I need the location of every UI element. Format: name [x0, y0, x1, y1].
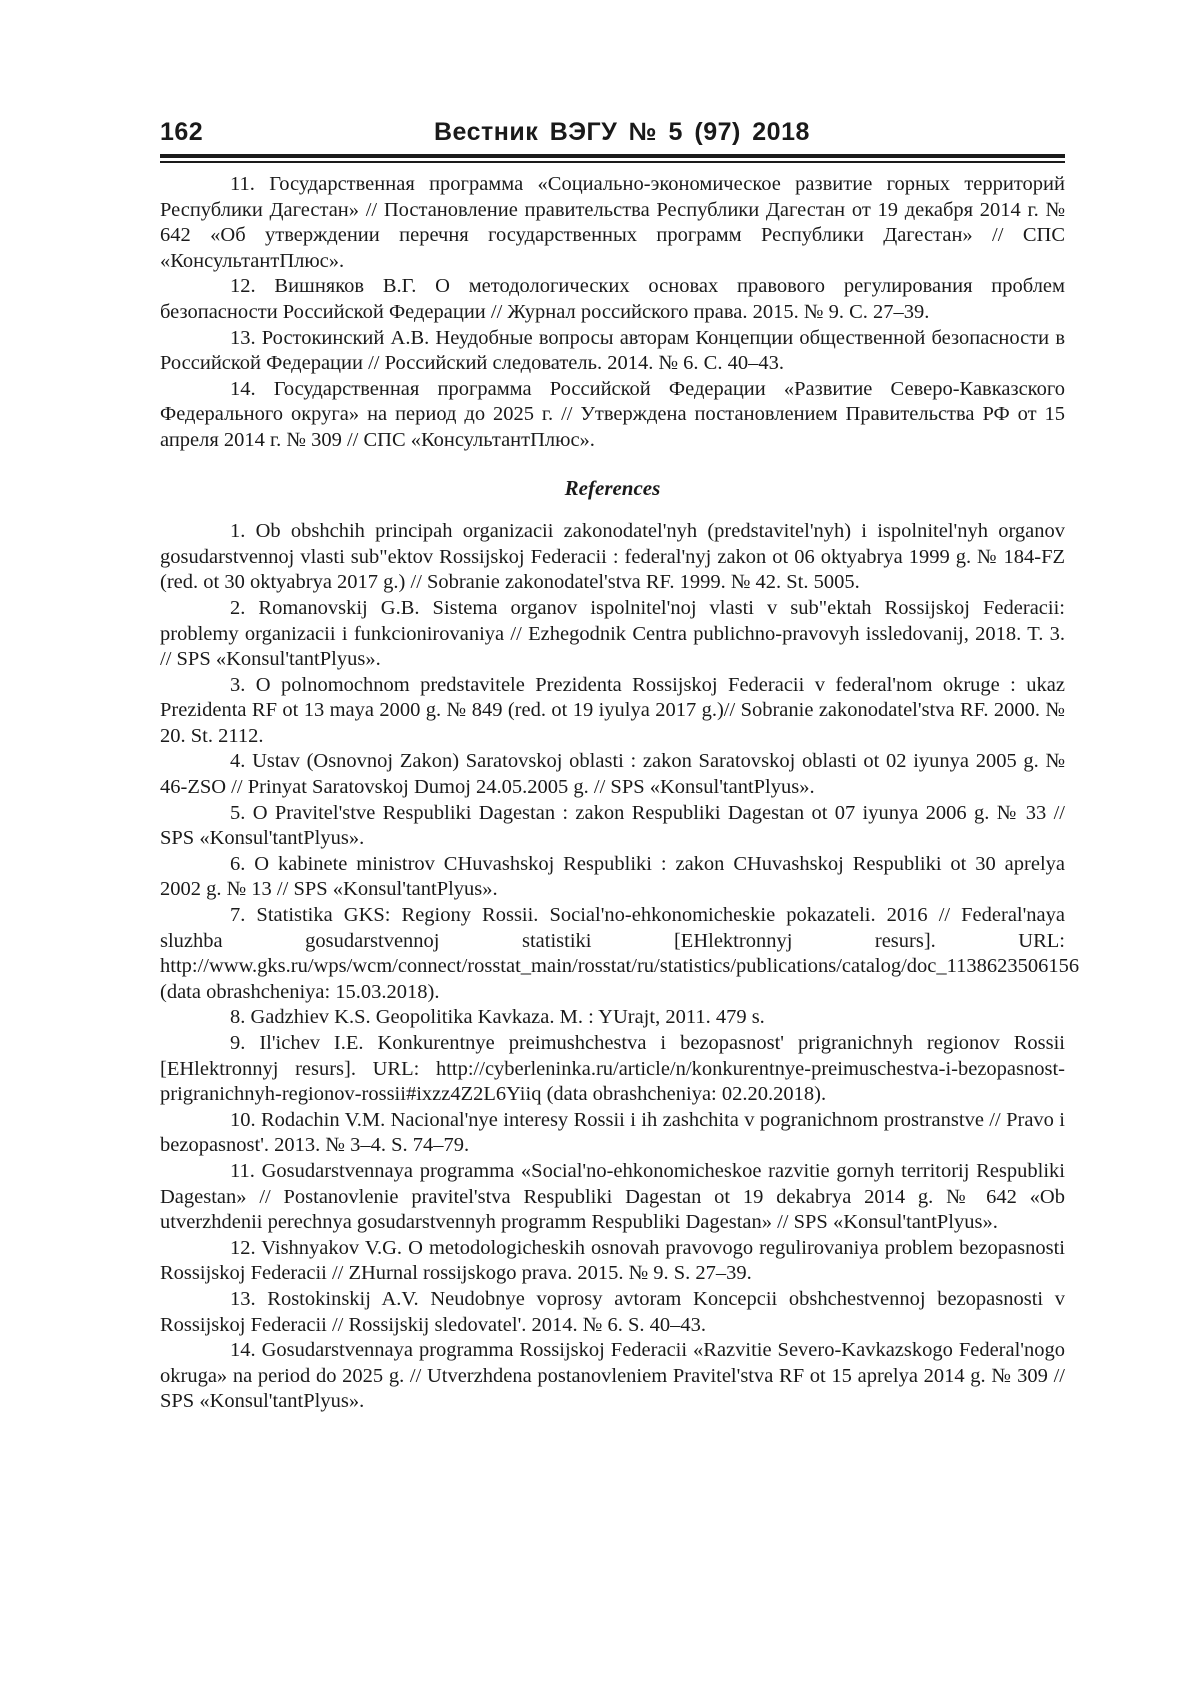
reference-entry-ru-13: 13. Ростокинский А.В. Неудобные вопросы авторам Концепции общественной безопасности в Российской Федерации // Российский следователь. 2014. № 6. С. 40–43. — [160, 326, 1065, 375]
reference-entry-ru-14: 14. Государственная программа Российской Федерации «Развитие Северо-Кавказского Федерального округа» на период до 2025 г. // Утверждена постановлением Правительства РФ от 15 апреля 2014 г. № 309 // СПС «КонсультантПлюс». — [160, 377, 1065, 451]
reference-entry-10: 10. Rodachin V.M. Nacional'nye interesy Rossii i ih zashchita v pogranichnom prostranstve // Pravo i bezopasnost'. 2013. № 3–4. S. 74–79. — [160, 1108, 1065, 1157]
reference-entry-2: 2. Romanovskij G.B. Sistema organov ispolnitel'noj vlasti v sub"ektah Rossijskoj Federacii: problemy organizacii i funkcionirovaniya // Ezhegodnik Centra publichno-pravovyh issledovanij, 2018. T. 3. // SPS «Konsul'tantPlyus». — [160, 596, 1065, 671]
journal-title: Вестник ВЭГУ № 5 (97) 2018 — [434, 118, 810, 146]
reference-entry-12: 12. Vishnyakov V.G. O metodologicheskih osnovah pravovogo regulirovaniya problem bezopasnosti Rossijskoj Federacii // ZHurnal rossijskogo prava. 2015. № 9. S. 27–39. — [160, 1236, 1065, 1285]
page-header — [160, 110, 1065, 150]
reference-entry-3: 3. O polnomochnom predstavitele Prezidenta Rossijskoj Federacii v federal'nom okruge : ukaz Prezidenta RF ot 13 maya 2000 g. № 849 (red. ot 19 iyulya 2017 g.)// Sobranie zakonodatel'stva RF. 2000. № 20. St. 2112. — [160, 673, 1065, 747]
reference-entry-8: 8. Gadzhiev K.S. Geopolitika Kavkaza. M. : YUrajt, 2011. 479 s. — [230, 1006, 765, 1029]
reference-entry-5: 5. O Pravitel'stve Respubliki Dagestan : zakon Respubliki Dagestan ot 07 iyunya 2006 g. № 33 // SPS «Konsul'tantPlyus». — [160, 801, 1065, 850]
reference-entry-6: 6. O kabinete ministrov CHuvashskoj Respubliki : zakon CHuvashskoj Respubliki ot 30 aprelya 2002 g. № 13 // SPS «Konsul'tantPlyus». — [160, 852, 1065, 901]
reference-entry-11: 11. Gosudarstvennaya programma «Social'no-ehkonomicheskoe razvitie gornyh territorij Respubliki Dagestan» // Postanovlenie pravitel'stva Respubliki Dagestan ot 19 dekabrya 2014 g. № 642 «Ob utverzhdenii perechnya gosudarstvennyh programm Respubliki Dagestan» // SPS «Konsul'tantPlyus». — [160, 1159, 1065, 1234]
journal-page — [160, 110, 1080, 1413]
reference-entry-13: 13. Rostokinskij A.V. Neudobnye voprosy avtoram Koncepcii obshchestvennoj bezopasnosti v Rossijskoj Federacii // Rossijskij sledovatel'. 2014. № 6. S. 40–43. — [160, 1287, 1065, 1336]
reference-entry-9: 9. Il'ichev I.E. Konkurentnye preimushchestva i bezopasnost' prigranichnyh regionov Rossii [EHlektronnyj resurs]. URL: http://cyberleninka.ru/article/n/konkurentnye-preimuschestva-i-bezopasnost-prigranichnyh-regionov-rossii#ixzz4Z2L6Yiiq (data obrashcheniya: 02.20.2018). — [160, 1032, 1065, 1106]
reference-entry-1: 1. Ob obshchih principah organizacii zakonodatel'nyh (predstavitel'nyh) i ispolnitel'nyh organov gosudarstvennoj vlasti sub"ektov Rossijskoj Federacii : federal'nyj zakon ot 06 oktyabrya 1999 g. № 184-FZ (red. ot 30 oktyabrya 2017 g.) // Sobranie zakonodatel'stva RF. 1999. № 42. St. 5005. — [160, 520, 1065, 594]
reference-entry-14: 14. Gosudarstvennaya programma Rossijskoj Federacii «Razvitie Severo-Kavkazskogo Federal'nogo okruga» na period do 2025 g. // Utverzhdena postanovleniem Pravitel'stva RF ot 15 aprelya 2014 g. № 309 // SPS «Konsul'tantPlyus». — [160, 1339, 1065, 1413]
references-heading: References — [564, 475, 661, 500]
page-number: 162 — [160, 118, 204, 146]
header-rule-thin — [160, 161, 1065, 163]
page-content — [160, 172, 1080, 1415]
header-rule-thick — [160, 154, 1065, 158]
reference-entry-ru-12: 12. Вишняков В.Г. О методологических основах правового регулирования проблем безопасности Российской Федерации // Журнал российского права. 2015. № 9. С. 27–39. — [160, 275, 1065, 323]
reference-entry-4: 4. Ustav (Osnovnoj Zakon) Saratovskoj oblasti : zakon Saratovskoj oblasti ot 02 iyunya 2005 g. № 46-ZSO // Prinyat Saratovskoj Dumoj 24.05.2005 g. // SPS «Konsul'tantPlyus». — [160, 750, 1065, 799]
reference-entry-ru-11: 11. Государственная программа «Социально-экономическое развитие горных территорий Республики Дагестан» // Постановление правительства Республики Дагестан от 19 декабря 2014 г. № 642 «Об утверждении перечня государственных программ Республики Дагестан» // СПС «КонсультантПлюс». — [160, 173, 1065, 272]
reference-entry-7: 7. Statistika GKS: Regiony Rossii. Social'no-ehkonomicheskie pokazateli. 2016 // Federal'naya sluzhba gosudarstvennoj statistiki [EHlektronnyj resurs]. URL: http://www.gks.ru/wps/wcm/connect/rosstat_main/rosstat/ru/statistics/publications/catalog/doc_1138623506156 (data obrashcheniya: 15.03.2018). — [160, 904, 1080, 1003]
